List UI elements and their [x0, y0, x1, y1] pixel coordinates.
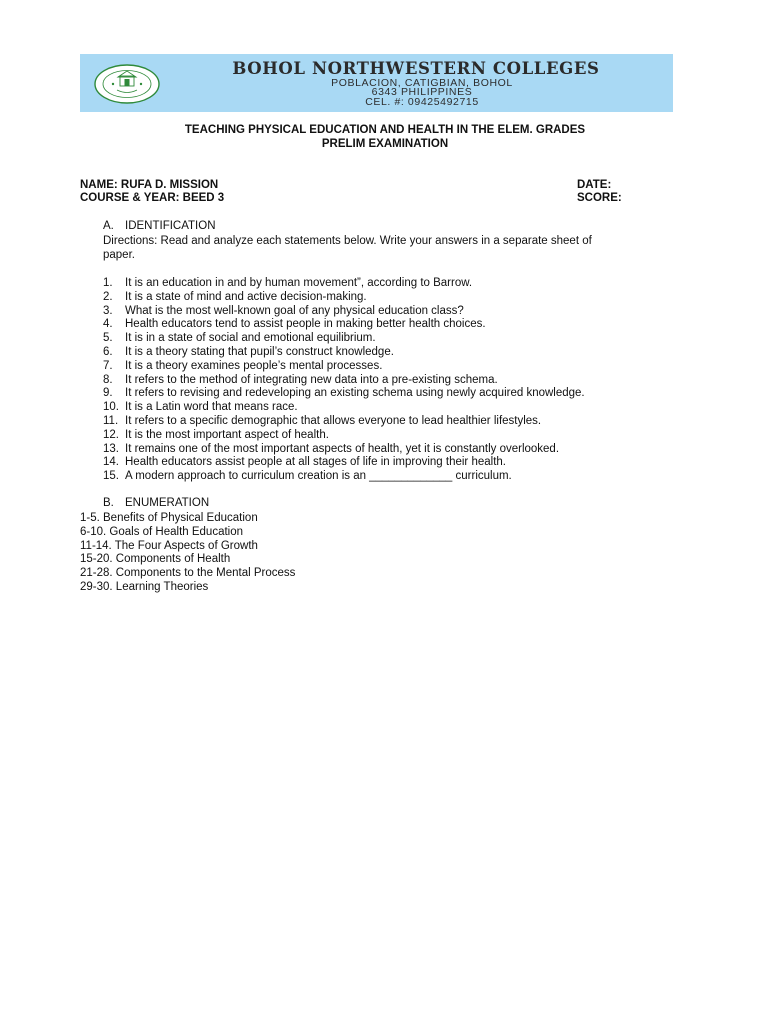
identification-item	[103, 373, 498, 387]
item-text: A modern approach to curriculum creation is an _____________ curriculum.	[125, 470, 512, 483]
identification-item	[103, 442, 559, 456]
item-number: 12.	[103, 428, 119, 441]
identification-item	[103, 414, 541, 428]
identification-item	[103, 386, 585, 400]
college-address-line-1: POBLACION, CATIGBIAN, BOHOL	[331, 77, 513, 89]
college-name: BOHOL NORTHWESTERN COLLEGES	[232, 59, 600, 78]
section-a-directions: Directions: Read and analyze each statements below. Write your answers in a separate sheet of	[103, 235, 592, 247]
item-number: 9.	[103, 387, 113, 400]
item-number: 8.	[103, 373, 113, 386]
identification-item	[103, 359, 382, 373]
item-text: It is a theory stating that pupil’s construct knowledge.	[125, 346, 394, 358]
item-text: It is the most important aspect of health.	[125, 428, 329, 441]
section-a-heading	[103, 219, 216, 233]
identification-item	[103, 469, 512, 483]
identification-item	[103, 455, 506, 469]
enumeration-item: 21-28. Components to the Mental Process	[80, 567, 296, 580]
item-text: It refers to the method of integrating new data into a pre-existing schema.	[125, 373, 498, 386]
item-text: Health educators tend to assist people in making better health choices.	[125, 318, 486, 331]
enumeration-item: 15-20. Components of Health	[80, 553, 231, 566]
section-b-title: ENUMERATION	[125, 497, 210, 509]
item-number: 1.	[103, 277, 113, 289]
student-course-year: COURSE & YEAR: BEED 3	[80, 192, 225, 204]
item-number: 14.	[103, 456, 119, 469]
item-number: 15.	[103, 470, 119, 483]
identification-item	[103, 304, 464, 318]
identification-item	[103, 345, 394, 359]
identification-item	[103, 428, 329, 442]
college-phone: CEL. #: 09425492715	[365, 96, 479, 108]
enumeration-item: 1-5. Benefits of Physical Education	[80, 512, 258, 524]
enumeration-item: 29-30. Learning Theories	[80, 581, 209, 593]
identification-item	[103, 290, 367, 304]
item-number: 6.	[103, 346, 113, 358]
section-b-heading	[103, 496, 209, 510]
identification-item	[103, 400, 298, 414]
enumeration-item: 11-14. The Four Aspects of Growth	[80, 539, 258, 552]
item-text: It refers to revising and redeveloping an existing schema using newly acquired knowledge.	[125, 387, 585, 400]
item-text: It is in a state of social and emotional equilibrium.	[125, 332, 376, 345]
item-text: It is a Latin word that means race.	[125, 401, 298, 414]
student-name: NAME: RUFA D. MISSION	[80, 179, 219, 191]
date-field: DATE:	[577, 179, 612, 191]
item-text: It is a theory examines people’s mental processes.	[125, 359, 383, 372]
exam-title: TEACHING PHYSICAL EDUCATION AND HEALTH IN THE ELEM. GRADES	[184, 124, 586, 136]
exam-subtitle: PRELIM EXAMINATION	[321, 138, 449, 150]
identification-item	[103, 276, 472, 290]
item-text: It is a state of mind and active decision-making.	[125, 290, 367, 303]
section-b-letter: B.	[103, 497, 114, 509]
item-number: 2.	[103, 290, 113, 303]
section-a-directions-cont: paper.	[103, 249, 135, 261]
item-text: It is an education in and by human movement”, according to Barrow.	[125, 277, 473, 289]
item-number: 11.	[103, 415, 119, 427]
item-number: 3.	[103, 304, 113, 317]
identification-item	[103, 317, 486, 331]
identification-item	[103, 331, 376, 345]
college-address-line-2: 6343 PHILIPPINES	[371, 86, 473, 98]
section-a-letter: A.	[103, 220, 114, 232]
item-number: 5.	[103, 332, 113, 345]
item-number: 10.	[103, 401, 119, 414]
section-a-title: IDENTIFICATION	[125, 220, 216, 232]
score-field: SCORE:	[577, 192, 622, 204]
item-text: What is the most well-known goal of any physical education class?	[125, 304, 464, 317]
item-text: It remains one of the most important aspects of health, yet it is constantly overlooked.	[125, 442, 560, 455]
item-text: Health educators assist people at all stages of life in improving their health.	[125, 456, 506, 469]
item-number: 13.	[103, 442, 119, 455]
item-number: 4.	[103, 318, 113, 331]
enumeration-item: 6-10. Goals of Health Education	[80, 525, 244, 538]
item-number: 7.	[103, 359, 113, 372]
college-seal-icon	[93, 64, 161, 104]
item-text: It refers to a specific demographic that allows everyone to lead healthier lifestyles.	[125, 415, 542, 427]
